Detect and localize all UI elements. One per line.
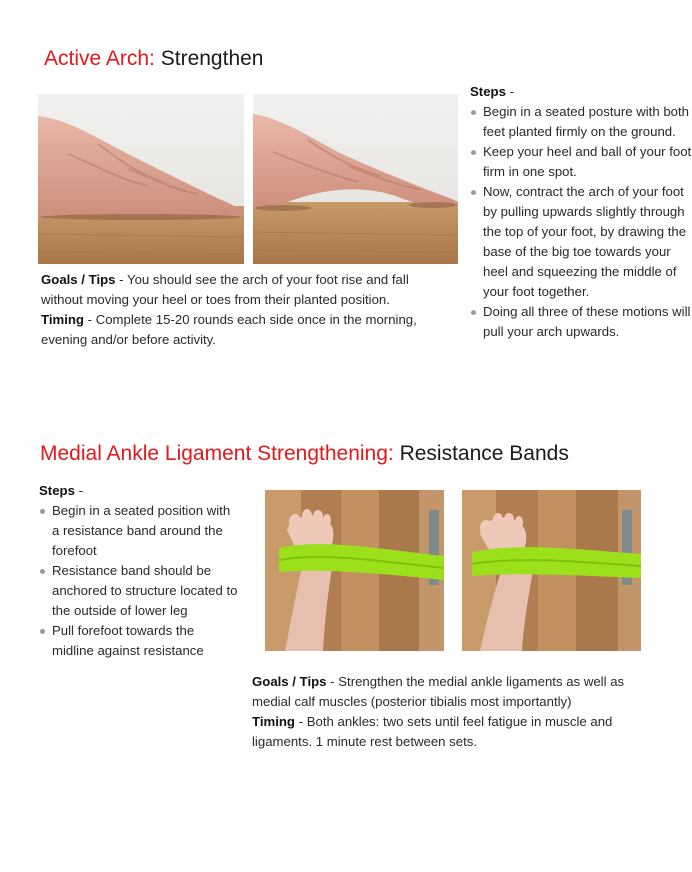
section1-goals xyxy=(41,270,421,310)
section1-goals-text: - You should see the arch of your foot rise and fall without moving your heel or toes from their planted position. xyxy=(41,272,409,307)
section1-steps xyxy=(470,82,692,342)
resistance-band-photo-start xyxy=(265,490,444,651)
section1-timing xyxy=(41,310,421,350)
section1-steps-suffix: - xyxy=(505,84,514,99)
section2-timing-label: Timing xyxy=(252,714,295,729)
section1-step-item: Now, contract the arch of your foot by pulling upwards slightly through the top of your foot, by drawing the base of the big toe towards your heel and squeezing the middle of your foot together. xyxy=(470,182,692,302)
section2-title xyxy=(40,442,569,466)
section1-title xyxy=(44,47,263,71)
section1-timing-text: - Complete 15-20 rounds each side once in the morning, evening and/or before activity. xyxy=(41,312,417,347)
section2-steps-suffix: - xyxy=(74,483,83,498)
resistance-band-photo-end xyxy=(462,490,641,651)
foot-arch-raised-photo xyxy=(253,94,458,264)
section2-title-black: Resistance Bands xyxy=(399,442,569,465)
section1-timing-label: Timing xyxy=(41,312,84,327)
section1-steps-label: Steps xyxy=(470,84,506,99)
section1-step-item: Keep your heel and ball of your foot firm in one spot. xyxy=(470,142,692,182)
section2-step-item: Pull forefoot towards the midline against resistance xyxy=(39,621,239,661)
section1-title-black: Strengthen xyxy=(160,47,264,70)
section2-steps xyxy=(39,481,239,661)
section2-goals-text: - Strengthen the medial ankle ligaments as well as medial calf muscles (posterior tibialis most importantly) xyxy=(252,674,625,709)
section2-goals xyxy=(252,672,637,712)
section2-step-item: Begin in a seated position with a resistance band around the forefoot xyxy=(39,501,239,561)
section2-step-item: Resistance band should be anchored to structure located to the outside of lower leg xyxy=(39,561,239,621)
section2-goals-timing xyxy=(252,672,637,752)
section2-timing xyxy=(252,712,637,752)
section1-title-red: Active Arch: xyxy=(44,47,155,70)
section2-goals-label: Goals / Tips xyxy=(252,674,327,689)
section2-title-red: Medial Ankle Ligament Strengthening: xyxy=(40,442,394,465)
section1-goals-timing xyxy=(41,270,421,350)
section2-timing-text: - Both ankles: two sets until feel fatigue in muscle and ligaments. 1 minute rest between sets. xyxy=(252,714,613,749)
foot-relaxed-photo xyxy=(38,94,244,264)
section2-steps-label: Steps xyxy=(39,483,75,498)
section1-goals-label: Goals / Tips xyxy=(41,272,116,287)
section1-step-item: Doing all three of these motions will pull your arch upwards. xyxy=(470,302,692,342)
section1-step-item: Begin in a seated posture with both feet planted firmly on the ground. xyxy=(470,102,692,142)
